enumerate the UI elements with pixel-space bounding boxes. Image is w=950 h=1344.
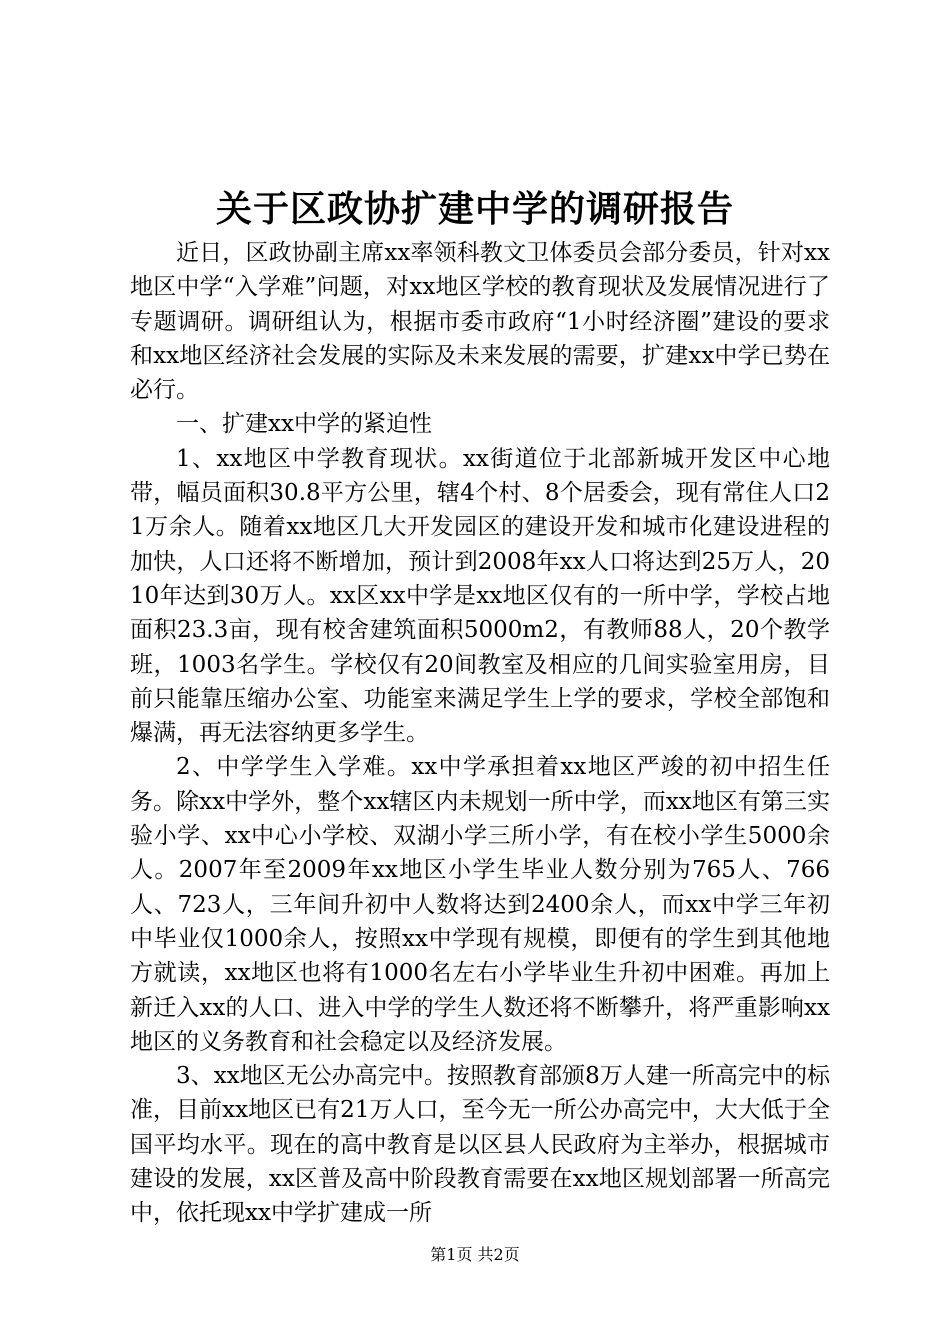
- page-number-footer: 第1页 共2页: [430, 1245, 520, 1264]
- body-paragraph: 1、xx地区中学教育现状。xx街道位于北部新城开发区中心地带，幅员面积30.8平方公里，辖4个村、8个居委会，现有常住人口21万余人。随着xx地区几大开发园区的建设开发和城市化建设进程的加快，人口还将不断增加，预计到2008年xx人口将达到25万人，2010年达到30万人。xx区xx中学是xx地区仅有的一所中学，学校占地面积23.3亩，现有校舍建筑面积5000m2，有教师88人，20个教学班，1003名学生。学校仅有20间教室及相应的几间实验室用房，目前只能靠压缩办公室、功能室来满足学生上学的要求，学校全部饱和爆满，再无法容纳更多学生。: [130, 445, 830, 747]
- intro-paragraph: 近日，区政协副主席xx率领科教文卫体委员会部分委员，针对xx地区中学“入学难”问题，对xx地区学校的教育现状及发展情况进行了专题调研。调研组认为，根据市委市政府“1小时经济圈”建设的要求和xx地区经济社会发展的实际及未来发展的需要，扩建xx中学已势在必行。: [130, 240, 830, 404]
- body-paragraph: 2、中学学生入学难。xx中学承担着xx地区严竣的初中招生任务。除xx中学外，整个xx辖区内未规划一所中学，而xx地区有第三实验小学、xx中心小学校、双湖小学三所小学，有在校小学生5000余人。2007年至2009年xx地区小学生毕业人数分别为765人、766人、723人，三年间升初中人数将达到2400余人，而xx中学三年初中毕业仅1000余人，按照xx中学现有规模，即便有的学生到其他地方就读，xx地区也将有1000名左右小学毕业生升初中困难。再加上新迁入xx的人口、进入中学的学生人数还将不断攀升，将严重影响xx地区的义务教育和社会稳定以及经济发展。: [130, 754, 830, 1055]
- body-paragraph: 3、xx地区无公办高完中。按照教育部颁8万人建一所高完中的标准，目前xx地区已有21万人口，至今无一所公办高完中，大大低于全国平均水平。现在的高中教育是以区县人民政府为主举办，根据城市建设的发展，xx区普及高中阶段教育需要在xx地区规划部署一所高完中，依托现xx中学扩建成一所: [130, 1063, 830, 1227]
- document-body: [130, 236, 830, 1231]
- document-title: 关于区政协扩建中学的调研报告: [215, 188, 734, 230]
- section-heading: 一、扩建xx中学的紧迫性: [176, 411, 432, 438]
